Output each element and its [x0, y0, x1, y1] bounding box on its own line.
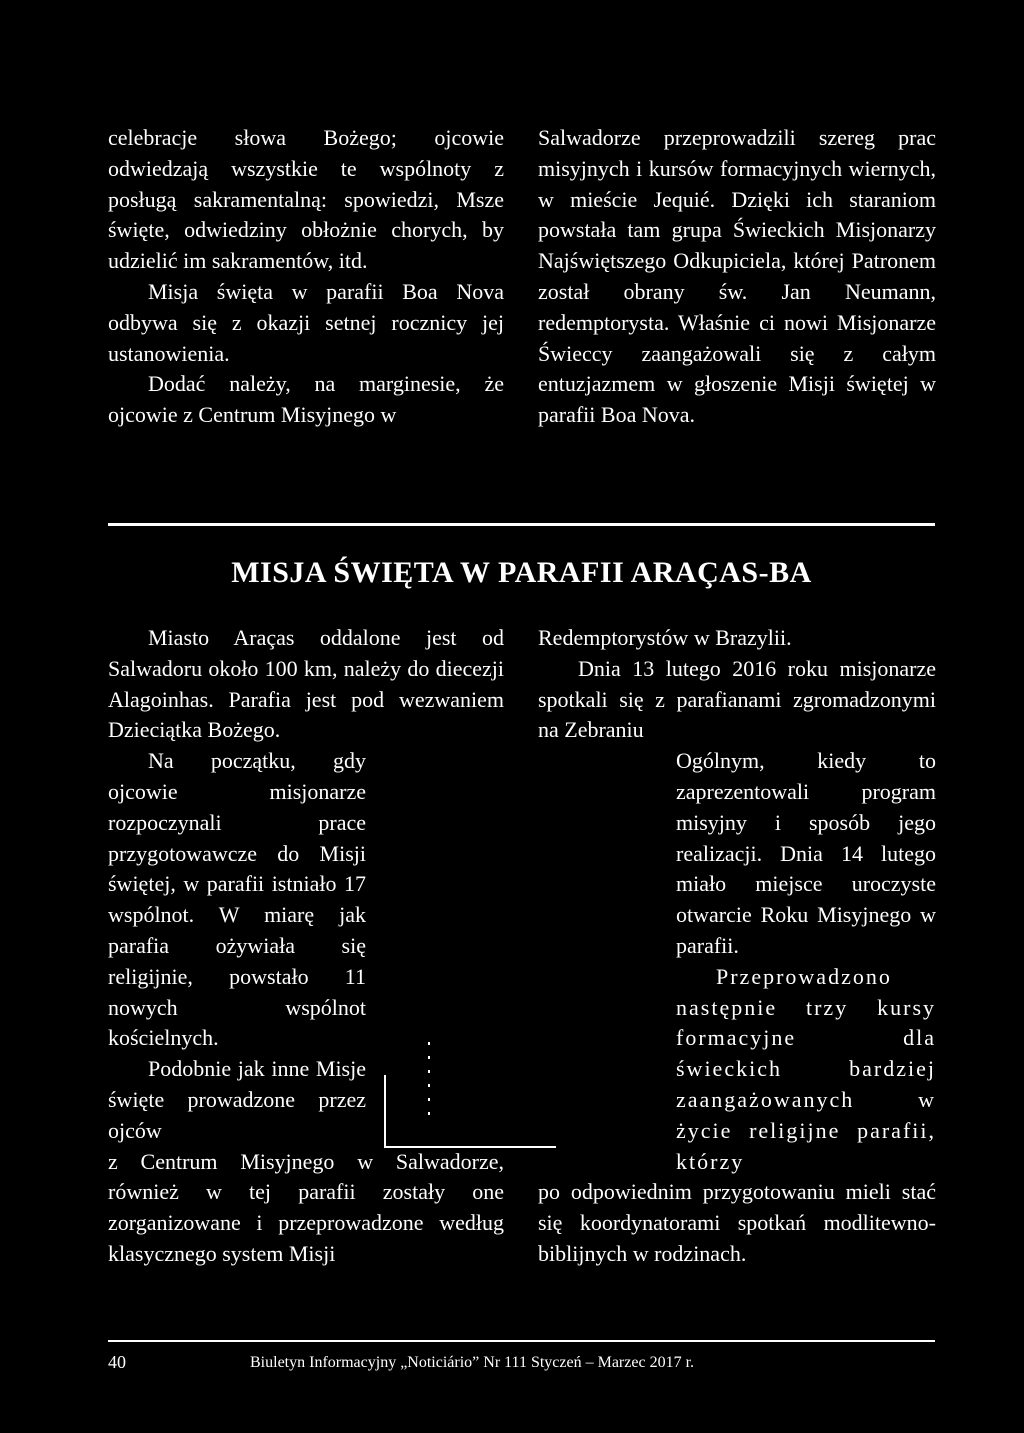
footer [108, 1350, 935, 1380]
paragraph: Na początku, gdy ojcowie misjonarze rozpoczynali prace przygotowawcze do Misji świętej, w parafii istniało 17 wspólnot. W miarę jak parafia ożywiała się religijnie, powstało 11 nowych wspólnot kościelnych. [108, 748, 366, 1051]
paragraph: Misja święta w parafii Boa Nova odbywa się z okazji setnej rocznicy jej ustanowienia. [108, 278, 504, 366]
bottom-left-column [108, 623, 504, 1270]
paragraph: Redemptorystów w Brazylii. [538, 625, 792, 650]
footer-rule [108, 1340, 935, 1342]
paragraph: celebracje słowa Bożego; ojcowie odwiedzają wszystkie te wspólnoty z posługą sakramentalną: spowiedzi, Msze święte, odwiedziny obłożnie chorych, by udzielić im sakramentów, itd. [108, 125, 504, 274]
paragraph: Podobnie jak inne Misje święte prowadzone przez ojców [108, 1056, 366, 1143]
paragraph: Miasto Araças oddalone jest od Salwadoru około 100 km, należy do diecezji Alagoinhas. Parafia jest pod wezwaniem Dzieciątka Bożego. [108, 625, 504, 743]
paragraph: Dnia 13 lutego 2016 roku misjonarze spotkali się z parafianami zgromadzonymi na Zebraniu [538, 655, 936, 743]
paragraph: po odpowiednim przygotowaniu mieli stać się koordynatorami spotkań modlitewno-biblijnych w rodzinach. [538, 1179, 936, 1266]
image-frame-dots [428, 1042, 430, 1122]
page-number: 40 [108, 1352, 126, 1372]
paragraph: Dodać należy, na marginesie, że ojcowie z Centrum Misyjnego w [108, 371, 504, 428]
image-frame-line [384, 1146, 556, 1148]
paragraph: z Centrum Misyjnego w Salwadorze, również w tej parafii zostały one zorganizowane i przeprowadzone według klasycznego system Misji [108, 1148, 504, 1266]
image-frame-line [384, 1075, 386, 1147]
section-title: MISJA ŚWIĘTA W PARAFII ARAÇAS-BA [231, 556, 812, 589]
paragraph: Salwadorze przeprowadzili szereg prac misyjnych i kursów formacyjnych wiernych, w mieście Jequié. Dzięki ich staraniom powstała tam grupa Świeckich Misjonarzy Najświętszego Odkupiciela, której Patronem został obrany św. Jan Neumann, redemptorysta. Właśnie ci nowi Misjonarze Świeccy zaangażowali się z całym entuzjazmem w głoszenie Misji świętej w parafii Boa Nova. [538, 125, 936, 428]
section-divider [108, 523, 935, 526]
top-left-column [108, 123, 504, 431]
paragraph: Przeprowadzono następnie trzy kursy formacyjne dla świeckich bardziej zaangażowanych w życie religijne parafii, którzy [676, 963, 936, 1174]
publication-info: Biuletyn Informacyjny „Noticiário” Nr 111 Styczeń – Marzec 2017 r. [250, 1354, 695, 1371]
paragraph: Ogólnym, kiedy to zaprezentowali program misyjny i sposób jego realizacji. Dnia 14 lutego miało miejsce uroczyste otwarcie Roku Misyjnego w parafii. [676, 748, 936, 958]
bottom-right-column [538, 623, 936, 1270]
top-right-column [538, 123, 936, 431]
